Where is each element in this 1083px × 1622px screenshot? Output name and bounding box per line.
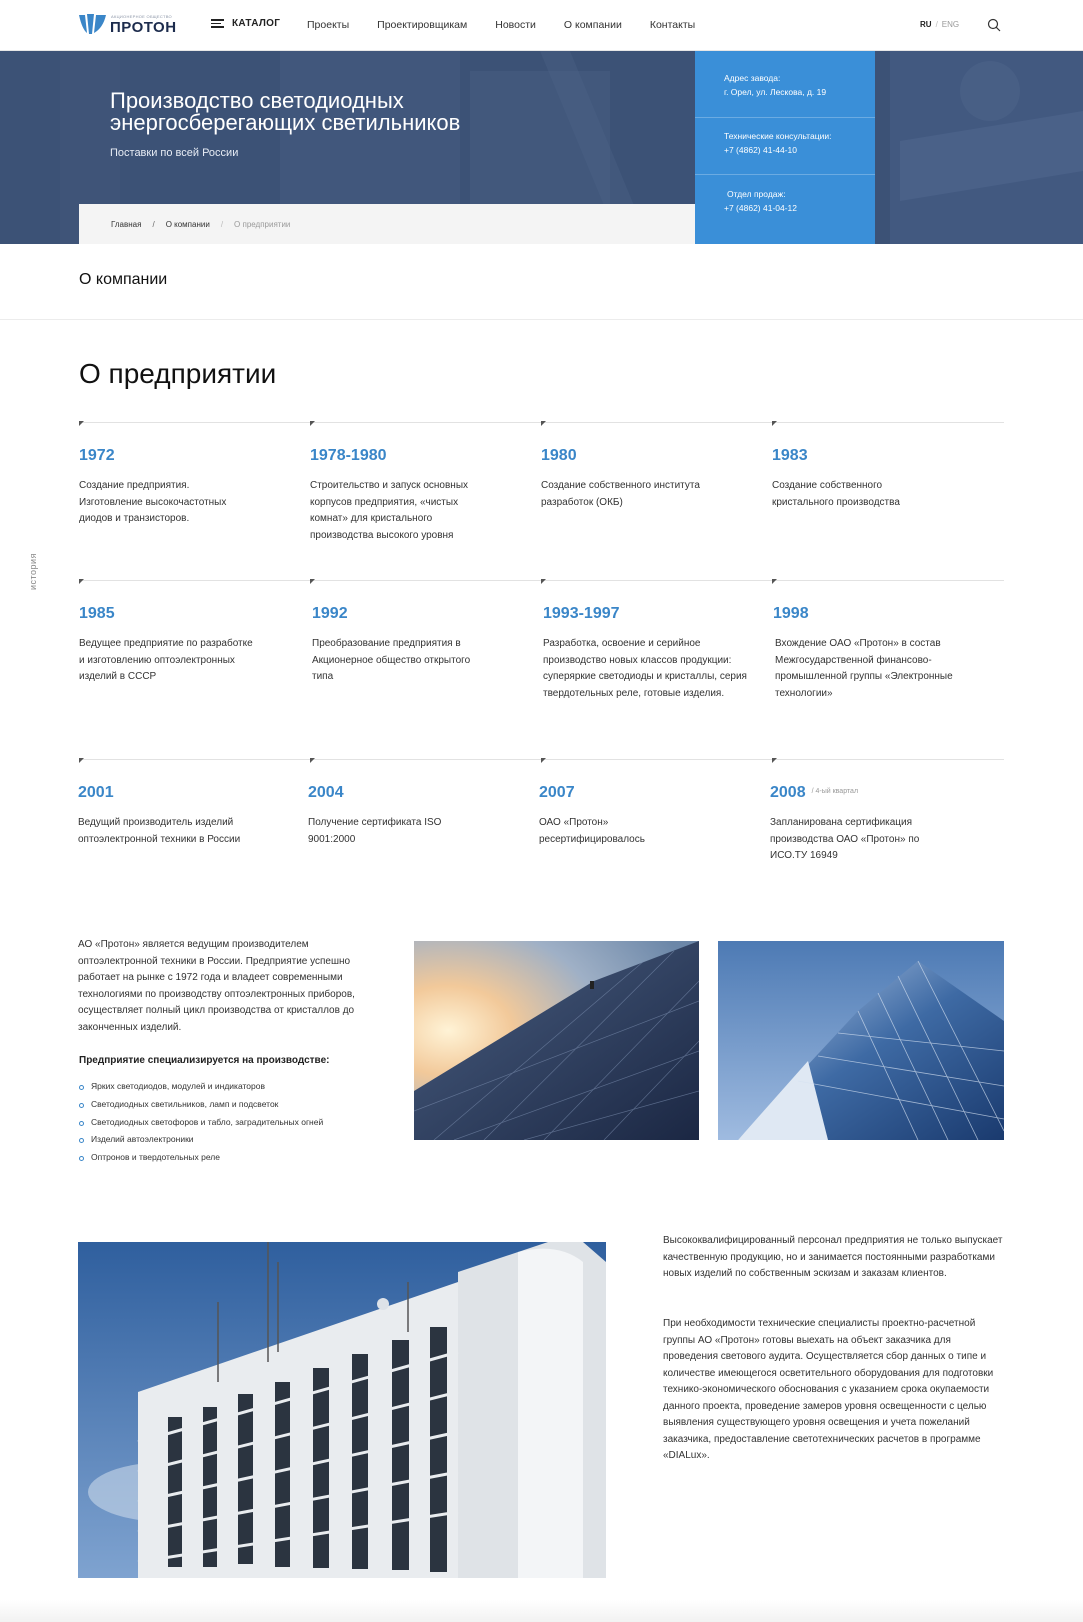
timeline-text: Создание собственного института разработок (ОКБ) bbox=[541, 480, 700, 508]
catalog-button[interactable] bbox=[211, 18, 280, 29]
timeline-text: Создание собственного кристального производства bbox=[772, 480, 900, 508]
timeline-text: Преобразование предприятия в Акционерное общество открытого типа bbox=[312, 638, 471, 682]
timeline-year: 1972 bbox=[79, 447, 115, 464]
audit-paragraph: При необходимости технические специалисты проектно-расчетной группы АО «Протон» готовы выехать на объект заказчика для проведения светового аудита. Осуществляется сбор данных о типе и количестве имеющегося осветительного оборудования для подготовки технико-экономического обоснования с указанием срока окупаемости данного проекта, проведение замеров уровня освещенности с целью выявления существующего уровня освещения и учета пожеланий заказчика, предоставление светотехнических расчетов в программе «DIALux». bbox=[663, 1318, 994, 1461]
timeline-year: 2004 bbox=[308, 784, 344, 801]
hero-banner bbox=[0, 51, 1083, 244]
contact-address-value: г. Орел, ул. Лескова, д. 19 bbox=[724, 87, 827, 97]
side-label-history: история bbox=[28, 553, 38, 590]
site-header bbox=[0, 0, 1083, 51]
timeline-text: Вхождение ОАО «Протон» в состав Межгосударственной финансово-промышленной группы «Электронные технологии» bbox=[775, 638, 953, 699]
timeline-year-note: / 4-ый квартал bbox=[811, 788, 859, 795]
catalog-label: КАТАЛОГ bbox=[232, 18, 281, 29]
timeline-year: 1978-1980 bbox=[310, 447, 387, 464]
timeline-year: 1980 bbox=[541, 447, 577, 464]
timeline-marker-icon bbox=[541, 758, 546, 763]
contact-tech-label: Технические консультации: bbox=[724, 131, 832, 141]
timeline-text: Создание предприятия. Изготовление высокочастотных диодов и транзисторов. bbox=[79, 480, 227, 524]
section-title: О компании bbox=[79, 271, 168, 288]
timeline-marker-icon bbox=[541, 579, 546, 584]
staff-paragraph: Высококвалифицированный персонал предприятия не только выпускает качественную продукцию, но и занимается постоянными разработками новых изделий по собственным эскизам и заказам клиентов. bbox=[663, 1235, 1003, 1279]
hero-title-line1: Производство светодиодных bbox=[110, 88, 404, 113]
list-item: Оптронов и твердотельных реле bbox=[79, 1149, 323, 1167]
timeline-marker-icon bbox=[310, 421, 315, 426]
nav-news[interactable]: Новости bbox=[495, 19, 536, 31]
breadcrumb-about[interactable]: О компании bbox=[165, 219, 210, 229]
timeline-marker-icon bbox=[79, 579, 84, 584]
contact-address bbox=[724, 71, 826, 99]
contact-sales-phone[interactable]: +7 (4862) 41-04-12 bbox=[724, 203, 798, 213]
contact-sales bbox=[724, 187, 797, 215]
timeline-marker-icon bbox=[310, 579, 315, 584]
timeline-text: Ведущее предприятие по разработке и изготовлению оптоэлектронных изделий в СССР bbox=[79, 638, 253, 682]
menu-icon bbox=[211, 19, 224, 28]
breadcrumb bbox=[79, 204, 695, 244]
footer-edge bbox=[0, 1600, 1083, 1622]
solar-panels-image bbox=[414, 941, 699, 1140]
timeline-year: 1992 bbox=[312, 605, 348, 622]
logo[interactable] bbox=[78, 12, 178, 38]
lang-ru[interactable]: RU bbox=[920, 20, 932, 29]
timeline-year: 1985 bbox=[79, 605, 115, 622]
contact-sales-label: Отдел продаж: bbox=[727, 189, 786, 199]
list-item: Ярких светодиодов, модулей и индикаторов bbox=[79, 1078, 323, 1096]
nav-about[interactable]: О компании bbox=[563, 19, 622, 31]
timeline-text: Строительство и запуск основных корпусов предприятия, «чистых комнат» для кристального производства высокого уровня bbox=[310, 480, 469, 541]
timeline-marker-icon bbox=[79, 421, 84, 426]
timeline-year bbox=[770, 784, 858, 802]
language-switch bbox=[920, 20, 959, 29]
timeline-year: 1998 bbox=[773, 605, 809, 622]
main-nav bbox=[307, 19, 723, 31]
logo-text: ПРОТОН bbox=[110, 19, 177, 36]
hero-subtitle: Поставки по всей России bbox=[110, 147, 239, 159]
hero-title-line2: энергосберегающих светильников bbox=[110, 110, 461, 135]
search-icon[interactable] bbox=[987, 18, 1001, 32]
nav-contacts[interactable]: Контакты bbox=[649, 19, 696, 31]
about-paragraph: АО «Протон» является ведущим производителем оптоэлектронной техники в России. Предприятие успешно работает на рынке с 1972 года и владеет современными технологиями по производству оптоэлектронных приборов, осуществляет полный цикл производства от кристаллов до законченных изделий. bbox=[78, 939, 355, 1033]
glass-building-image bbox=[718, 941, 1004, 1140]
timeline-year: 2007 bbox=[539, 784, 575, 801]
breadcrumb-separator: / bbox=[152, 219, 155, 229]
specialization-title: Предприятие специализируется на производстве: bbox=[79, 1055, 330, 1066]
list-item: Светодиодных светильников, ламп и подсветок bbox=[79, 1096, 323, 1114]
specialization-list bbox=[79, 1078, 323, 1167]
breadcrumb-separator: / bbox=[220, 219, 224, 229]
breadcrumb-current: О предприятии bbox=[234, 219, 291, 229]
timeline-year: 2001 bbox=[78, 784, 114, 801]
logo-mark-icon bbox=[78, 13, 108, 35]
timeline-marker-icon bbox=[310, 758, 315, 763]
factory-building-image bbox=[78, 1242, 606, 1578]
timeline-year-value: 2008 bbox=[770, 784, 806, 801]
timeline-text: Ведущий производитель изделий оптоэлектронной техники в России bbox=[78, 817, 241, 845]
timeline-marker-icon bbox=[772, 758, 777, 763]
timeline-text: Запланирована сертификация производства ОАО «Протон» по ИСО.ТУ 16949 bbox=[770, 817, 920, 861]
hero-title bbox=[110, 90, 530, 134]
nav-designers[interactable]: Проектировщикам bbox=[377, 19, 468, 31]
lang-separator: / bbox=[935, 20, 938, 29]
breadcrumb-home[interactable]: Главная bbox=[111, 219, 142, 229]
timeline-text: Получение сертификата ISO 9001:2000 bbox=[308, 817, 442, 845]
timeline-year: 1993-1997 bbox=[543, 605, 620, 622]
timeline-marker-icon bbox=[79, 758, 84, 763]
page-title: О предприятии bbox=[79, 358, 277, 389]
list-item: Изделий автоэлектроники bbox=[79, 1131, 323, 1149]
contact-address-label: Адрес завода: bbox=[724, 73, 781, 83]
section-header bbox=[0, 244, 1083, 320]
timeline-text: ОАО «Протон» ресертифицировалось bbox=[539, 817, 645, 845]
nav-projects[interactable]: Проекты bbox=[307, 19, 350, 31]
contact-tech-phone[interactable]: +7 (4862) 41-44-10 bbox=[724, 145, 798, 155]
timeline-marker-icon bbox=[772, 579, 777, 584]
contact-tech bbox=[724, 129, 831, 157]
divider bbox=[695, 174, 875, 175]
lang-eng[interactable]: ENG bbox=[941, 20, 960, 29]
contacts-panel bbox=[695, 51, 875, 244]
logo-tagline: АКЦИОНЕРНОЕ ОБЩЕСТВО bbox=[111, 14, 172, 19]
list-item: Светодиодных светофоров и табло, заградительных огней bbox=[79, 1114, 323, 1132]
divider bbox=[695, 117, 875, 118]
timeline-marker-icon bbox=[772, 421, 777, 426]
timeline-marker-icon bbox=[541, 421, 546, 426]
timeline-text: Разработка, освоение и серийное производство новых классов продукции: суперяркие светодиоды и кристаллы, серия твердотельных реле, готовые изделия. bbox=[543, 638, 747, 699]
timeline-year: 1983 bbox=[772, 447, 808, 464]
